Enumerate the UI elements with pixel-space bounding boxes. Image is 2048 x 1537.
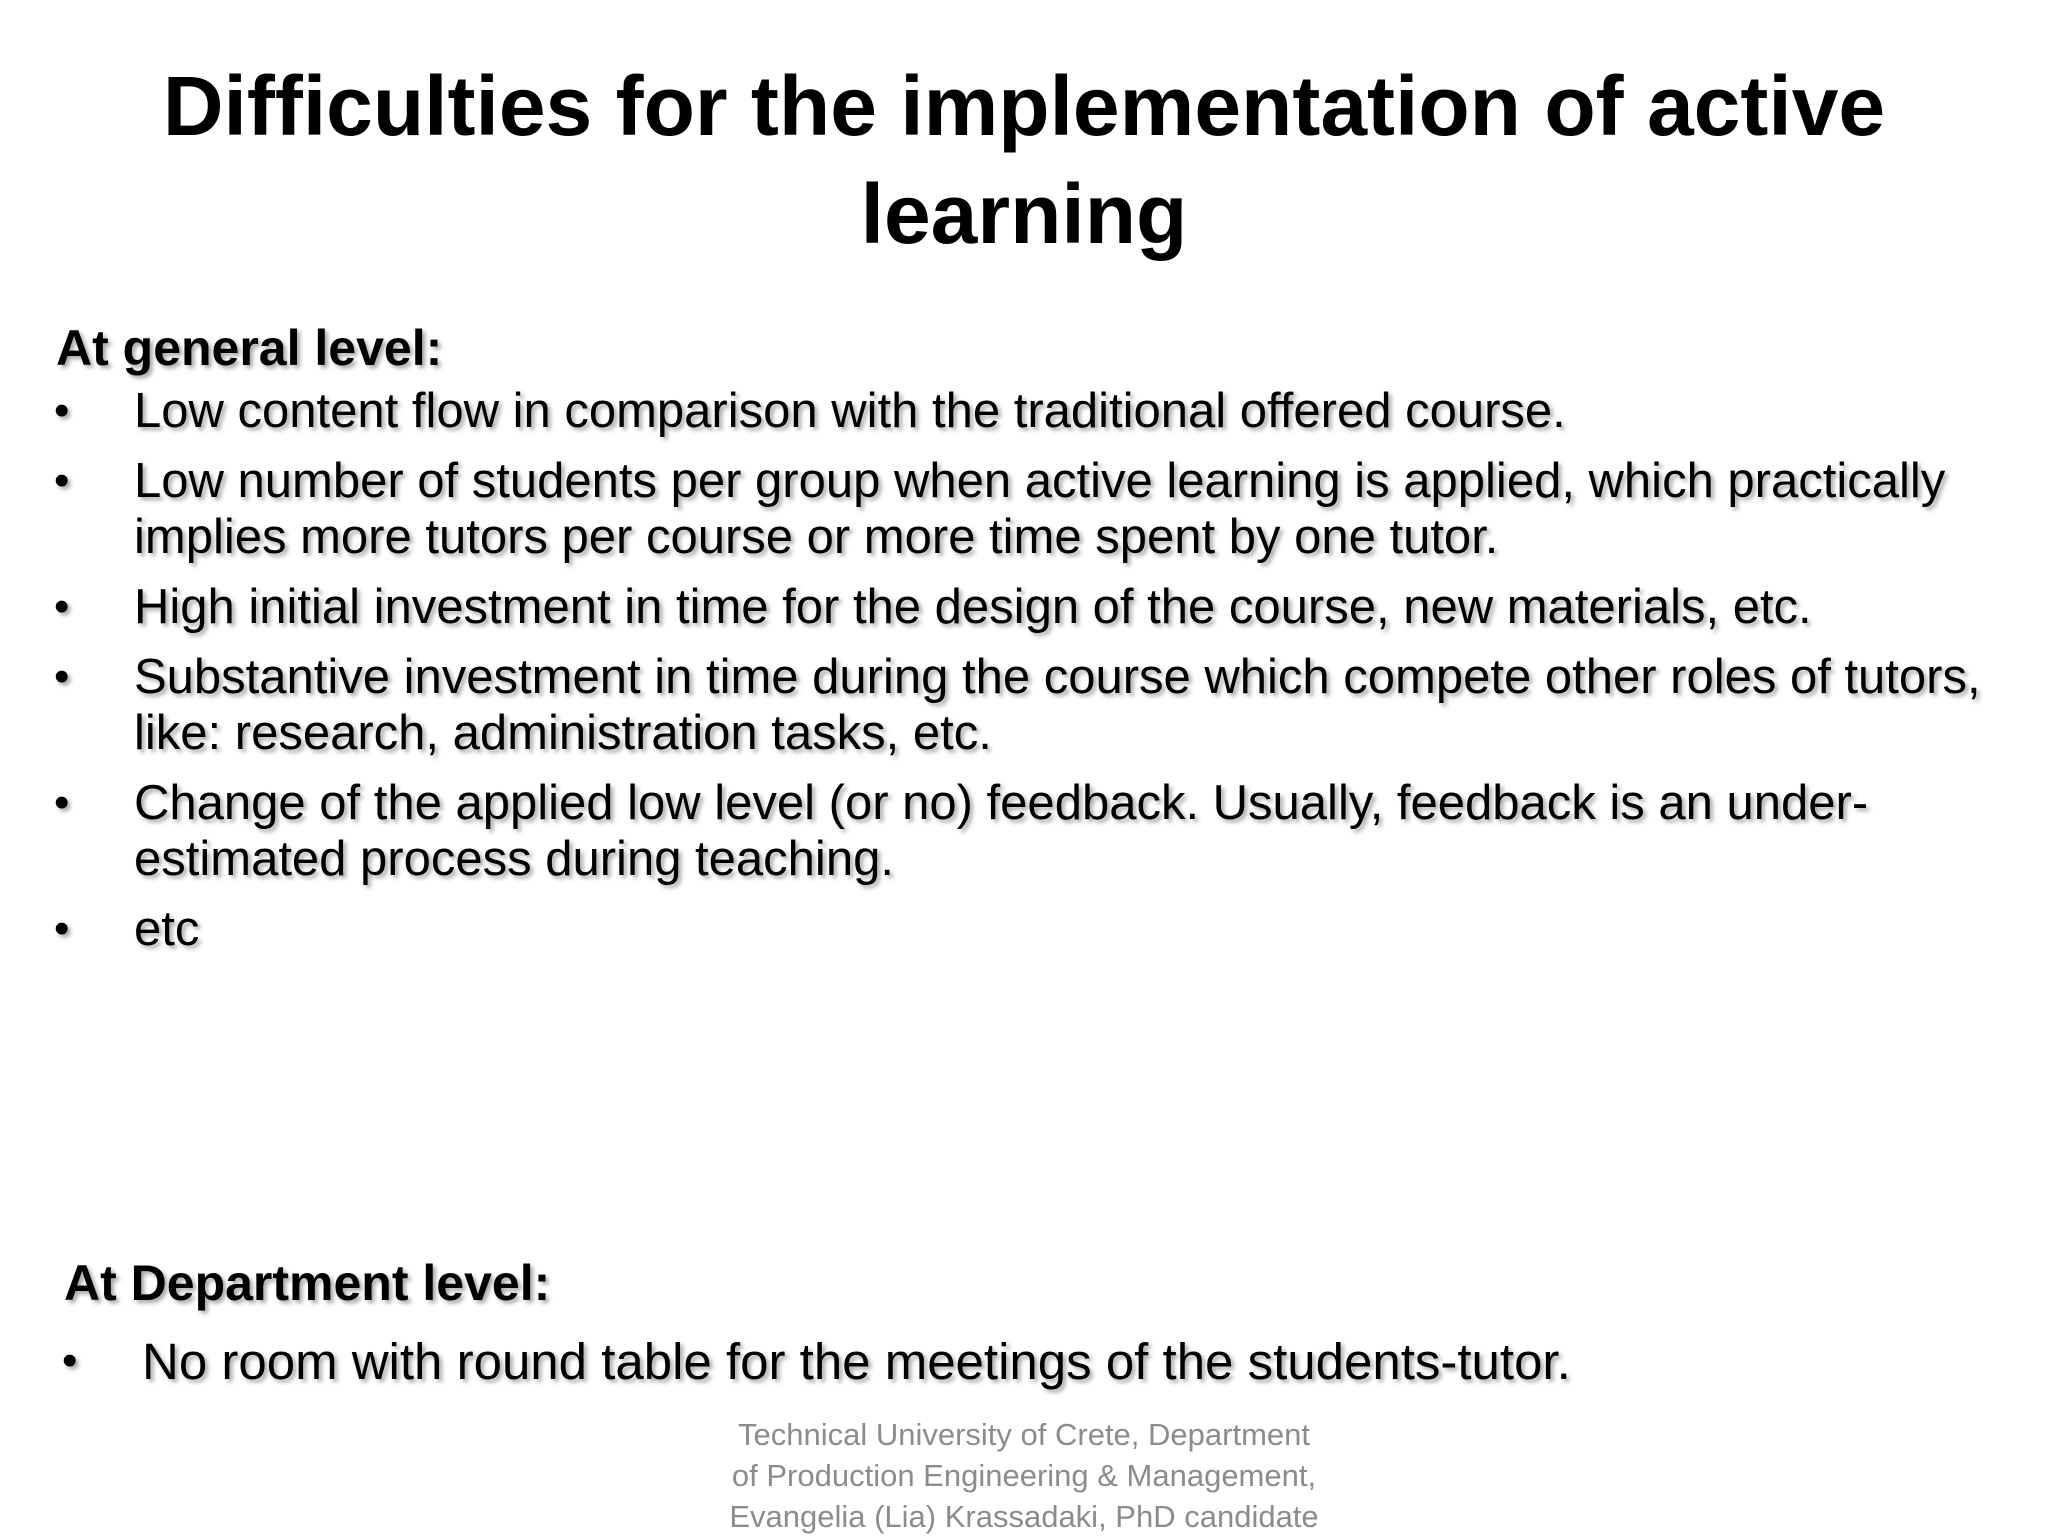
bullet-icon: • bbox=[54, 904, 70, 953]
department-level-list bbox=[60, 1333, 2000, 1405]
list-item bbox=[52, 579, 2012, 635]
list-item-text: Substantive investment in time during the course which compete other roles of tutors, like: research, administration tasks, etc. bbox=[134, 650, 1981, 760]
list-item-text: etc bbox=[134, 902, 200, 956]
list-item-text: Low number of students per group when active learning is applied, which practically implies more tutors per course or more time spent by one tutor. bbox=[134, 454, 1946, 564]
slide-footer bbox=[624, 1414, 1424, 1537]
bullet-icon: • bbox=[54, 456, 70, 505]
list-item bbox=[52, 383, 2012, 439]
bullet-icon: • bbox=[62, 1336, 78, 1385]
bullet-icon: • bbox=[54, 652, 70, 701]
list-item bbox=[52, 649, 2012, 761]
list-item-text: No room with round table for the meetings of the students-tutor. bbox=[142, 1333, 1571, 1390]
general-level-list bbox=[52, 383, 2012, 971]
list-item bbox=[52, 775, 2012, 887]
list-item-text: High initial investment in time for the design of the course, new materials, etc. bbox=[134, 580, 1812, 634]
list-item bbox=[60, 1333, 2000, 1391]
bullet-icon: • bbox=[54, 778, 70, 827]
general-level-heading: At general level: bbox=[56, 320, 443, 376]
footer-line: of Production Engineering & Management, bbox=[731, 1458, 1317, 1493]
bullet-icon: • bbox=[54, 386, 70, 435]
list-item-text: Change of the applied low level (or no) feedback. Usually, feedback is an under-estimated process during teaching. bbox=[134, 776, 1869, 886]
footer-line: Technical University of Crete, Department bbox=[737, 1417, 1310, 1452]
list-item-text: Low content flow in comparison with the traditional offered course. bbox=[134, 384, 1566, 438]
slide-title: Difficulties for the implementation of active learning bbox=[162, 59, 1886, 261]
department-level-heading: At Department level: bbox=[64, 1255, 551, 1311]
list-item bbox=[52, 901, 2012, 957]
bullet-icon: • bbox=[54, 582, 70, 631]
footer-line: Evangelia (Lia) Krassadaki, PhD candidate bbox=[729, 1499, 1319, 1534]
list-item bbox=[52, 453, 2012, 565]
